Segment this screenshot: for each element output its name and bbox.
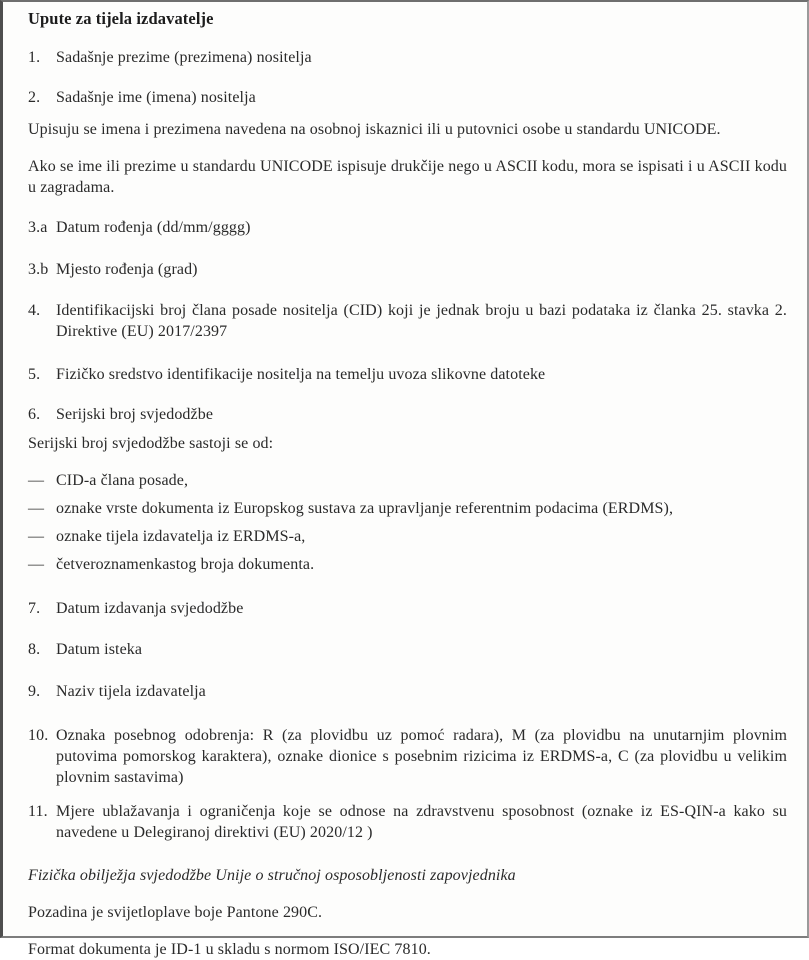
dash-item-text: oznake tijela izdavatelja iz ERDMS-a,	[56, 528, 306, 545]
item-text: Mjere ublažavanja i ograničenja koje se odnose na zdravstvenu sposobnost (oznake iz ES-QIN-a kako su navedene u Delegiranoj direktivi (EU) 2020/12 )	[56, 803, 787, 841]
item-text: Oznaka posebnog odobrenja: R (za plovidbu uz pomoć radara), M (za plovidbu na unutarnjim plovnim putovima pomorskog karaktera), oznake dionice s posebnim rizicima iz ERDMS-a, C (za plovidbu u velikim plovnim sastavima)	[56, 727, 787, 786]
list-item-5	[28, 364, 787, 385]
item-text: Mjesto rođenja (grad)	[56, 261, 198, 278]
item-text: Datum isteka	[56, 641, 143, 658]
item-text: Sadašnje ime (imena) nositelja	[56, 89, 256, 106]
item-text: Naziv tijela izdavatelja	[56, 683, 206, 700]
paragraph-document-format: Format dokumenta je ID-1 u skladu s normom ISO/IEC 7810.	[28, 941, 431, 958]
list-item-8	[28, 639, 787, 660]
item-number: 10.	[28, 727, 49, 744]
item-number: 8.	[28, 641, 41, 658]
item-number: 1.	[28, 49, 41, 66]
dash-item-text: CID-a člana posade,	[56, 472, 189, 489]
dash-bullet: —	[28, 528, 45, 545]
item-number: 11.	[28, 803, 48, 820]
item-number: 2.	[28, 89, 41, 106]
dash-item-cid	[28, 470, 787, 491]
item-number: 3.b	[28, 261, 49, 278]
item-number: 5.	[28, 366, 41, 383]
list-item-2	[28, 87, 787, 108]
list-item-4	[28, 300, 787, 342]
list-item-10	[28, 725, 787, 788]
dash-item-doc-number	[28, 554, 787, 575]
item-number: 9.	[28, 683, 41, 700]
item-text: Fizičko sredstvo identifikacije nositelja na temelju uvoza slikovne datoteke	[56, 366, 546, 383]
list-item-7	[28, 598, 787, 619]
document-title: Upute za tijela izdavatelje	[28, 9, 214, 28]
dash-item-text: četveroznamenkastog broja dokumenta.	[56, 556, 315, 573]
physical-characteristics-heading: Fizička obilježja svjedodžbe Unije o stručnoj osposobljenosti zapovjednika	[28, 867, 516, 884]
paragraph-unicode-note: Upisuju se imena i prezimena navedena na osobnoj iskaznici ili u putovnici osobe u standardu UNICODE.	[28, 121, 721, 138]
item-number: 4.	[28, 302, 41, 319]
item-text: Serijski broj svjedodžbe	[56, 406, 214, 423]
item-text: Datum izdavanja svjedodžbe	[56, 600, 244, 617]
item-number: 7.	[28, 600, 41, 617]
list-item-11	[28, 801, 787, 843]
item-text: Identifikacijski broj člana posade nositelja (CID) koji je jednak broju u bazi podataka iz članka 25. stavka 2. Direktive (EU) 2017/2397	[56, 302, 787, 340]
dash-bullet: —	[28, 556, 45, 573]
list-item-9	[28, 681, 787, 702]
list-item-6	[28, 404, 787, 425]
paragraph-background-color: Pozadina je svijetloplave boje Pantone 290C.	[28, 904, 323, 921]
dash-item-issuer-code	[28, 526, 787, 547]
list-item-1	[28, 47, 787, 68]
list-item-3b	[28, 259, 787, 280]
dash-item-doc-type	[28, 498, 787, 519]
item-number: 6.	[28, 406, 41, 423]
dash-bullet: —	[28, 472, 45, 489]
list-item-3a	[28, 217, 787, 238]
dash-item-text: oznake vrste dokumenta iz Europskog sustava za upravljanje referentnim podacima (ERDMS),	[56, 500, 674, 517]
item-text: Datum rođenja (dd/mm/gggg)	[56, 219, 251, 236]
item-text: Sadašnje prezime (prezimena) nositelja	[56, 49, 312, 66]
item-number: 3.a	[28, 219, 48, 236]
dash-bullet: —	[28, 500, 45, 517]
paragraph-serial-intro: Serijski broj svjedodžbe sastoji se od:	[28, 435, 274, 452]
paragraph-ascii-note: Ako se ime ili prezime u standardu UNICODE ispisuje drukčije nego u ASCII kodu, mora se ispisati i u ASCII kodu u zagradama.	[28, 158, 787, 196]
